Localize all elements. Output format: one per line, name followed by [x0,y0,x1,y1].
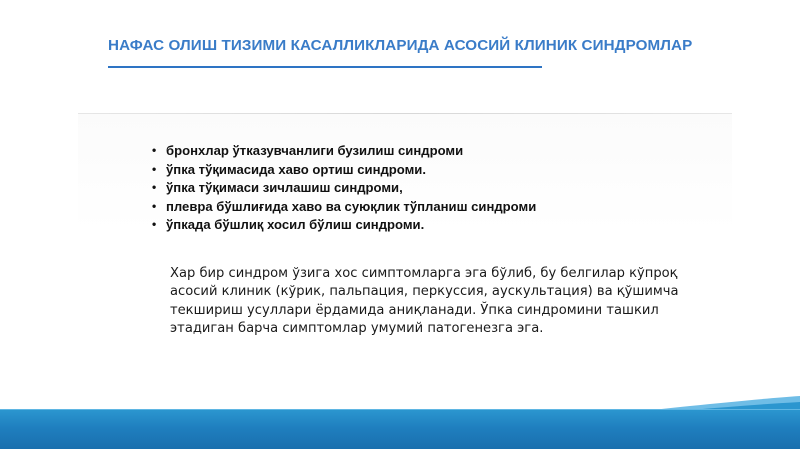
syndrome-list-item [152,142,536,161]
footer-band [0,410,800,449]
syndrome-list [152,142,536,235]
syndrome-text: ўпка тўқимаси зичлашиш синдроми, [166,180,403,195]
syndrome-list-item [152,179,536,198]
bullet-marker: • [152,198,157,213]
bullet-marker: • [152,180,157,194]
syndrome-list-item [152,161,536,180]
syndrome-text: плевра бўшлиғида хаво ва суюқлик тўпланиш синдроми [166,198,537,214]
syndrome-text: ўпка тўқимасида хаво ортиш синдроми. [166,161,426,177]
bullet-marker: • [152,143,157,157]
bullet-marker: • [152,217,157,231]
syndrome-list-item [152,216,536,235]
description-paragraph: Хар бир синдром ўзига хос симптомларга эга бўлиб, бу белгилар кўпроқ асосий клиник (кўрик, пальпация, перкуссия, аускультация) ва қўшимча текшириш усуллари ёрдамида аниқланади. Ўпка синдромини ташкил этадиган барча симптомлар умумий патогенезга эга. [170,266,679,336]
syndrome-list-item [152,198,536,217]
slide-title: НАФАС ОЛИШ ТИЗИМИ КАСАЛЛИКЛАРИДА АСОСИЙ КЛИНИК СИНДРОМЛАР [108,37,693,54]
title-underline [108,66,542,68]
syndrome-text: ўпкада бўшлиқ хосил бўлиш синдроми. [166,217,425,232]
bullet-marker: • [152,161,157,176]
syndrome-text: бронхлар ўтказувчанлиги бузилиш синдроми [166,143,464,158]
